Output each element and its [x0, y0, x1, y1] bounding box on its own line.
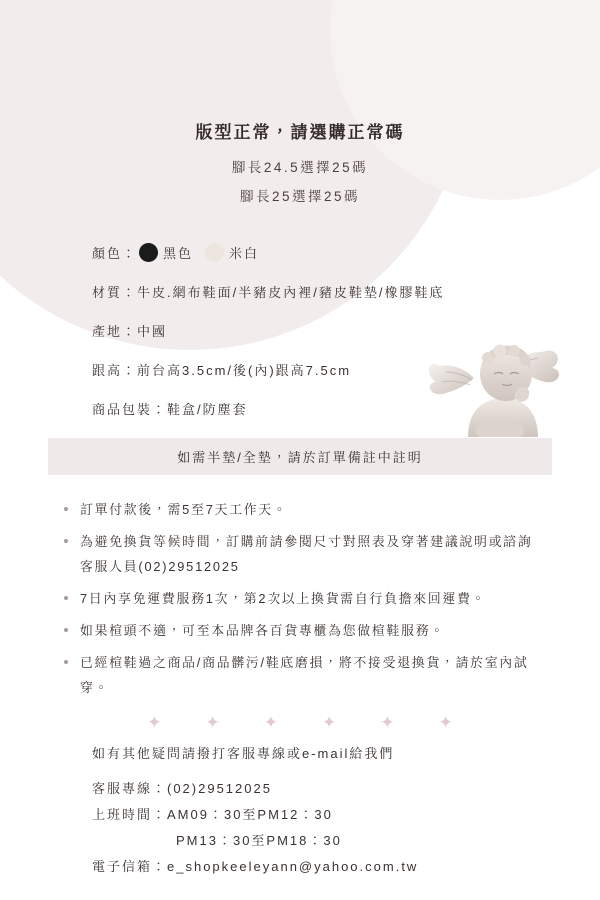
spec-row-material: [92, 282, 540, 301]
list-item: 如果楦頭不適，可至本品牌各百貨專櫃為您做楦鞋服務。: [62, 618, 544, 643]
spec-label-packaging: 商品包裝：: [92, 402, 168, 417]
sparkle-icon: ✦: [147, 713, 162, 732]
spec-label-color: 顏色：: [92, 246, 138, 261]
spec-label-material: 材質：: [92, 285, 138, 300]
contact-hours-morning: 上班時間：AM09：30至PM12：30: [92, 807, 333, 822]
spec-value-material: 牛皮.網布鞋面/半豬皮內裡/豬皮鞋墊/橡膠鞋底: [137, 285, 445, 300]
contact-email: 電子信箱：e_shopkeeleyann@yahoo.com.tw: [92, 859, 419, 874]
size-guide-line-1: 腳長24.5選擇25碼: [231, 160, 369, 175]
list-item: 訂單付款後，需5至7天工作天。: [62, 497, 544, 522]
spec-value-packaging: 鞋盒/防塵套: [167, 402, 248, 417]
contact-hotline: 客服專線：(02)29512025: [92, 781, 272, 796]
spec-value-heel: 前台高3.5cm/後(內)跟高7.5cm: [137, 363, 352, 378]
list-item: 已經楦鞋過之商品/商品髒污/鞋底磨損，將不接受退換貨，請於室內試穿。: [62, 650, 544, 700]
color-name-ivory: 米白: [229, 246, 260, 261]
sparkle-icon: ✦: [380, 713, 395, 732]
spec-label-origin: 產地：: [92, 324, 138, 339]
spec-row-packaging: [92, 399, 540, 418]
list-item: 為避免換貨等候時間，訂購前請參閱尺寸對照表及穿著建議說明或諮詢客服人員(02)29512025: [62, 529, 544, 579]
spec-row-heel: [92, 360, 540, 379]
sparkle-icon: ✦: [263, 713, 278, 732]
spec-list: [0, 243, 600, 418]
color-option-black[interactable]: [137, 243, 193, 262]
policy-bullet-list: [62, 497, 544, 700]
contact-intro: 如有其他疑問請撥打客服專線或e-mail給我們: [92, 746, 395, 761]
color-option-ivory[interactable]: [203, 243, 259, 262]
size-guide-line-2: 腳長25選擇25碼: [239, 189, 361, 204]
color-swatch-ivory-icon: [205, 243, 224, 262]
sparkle-icon: ✦: [322, 713, 337, 732]
contact-hours-afternoon: PM13：30至PM18：30: [176, 833, 342, 848]
spec-label-heel: 跟高：: [92, 363, 138, 378]
spec-value-origin: 中國: [137, 324, 168, 339]
sparkle-icon: ✦: [438, 713, 453, 732]
sparkle-icon: ✦: [205, 713, 220, 732]
headline-block: [0, 0, 600, 205]
list-item: 7日內享免運費服務1次，第2次以上換貨需自行負擔來回運費。: [62, 586, 544, 611]
color-name-black: 黑色: [163, 246, 194, 261]
spec-row-color: [92, 243, 540, 262]
color-swatch-black-icon: [139, 243, 158, 262]
spec-row-origin: [92, 321, 540, 340]
contact-footer: [92, 741, 540, 880]
insole-notice-banner: 如需半墊/全墊，請於訂單備註中註明: [48, 438, 552, 475]
page-title: 版型正常，請選購正常碼: [195, 123, 405, 142]
sparkle-divider: [0, 714, 600, 731]
